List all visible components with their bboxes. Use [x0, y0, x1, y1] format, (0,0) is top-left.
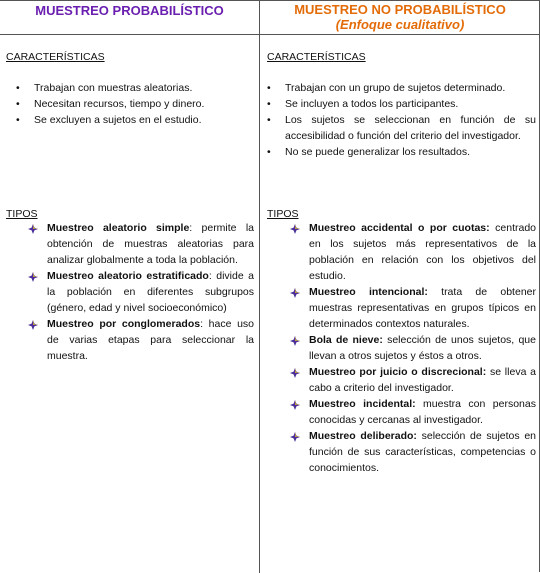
- non-probabilistic-title: [260, 2, 540, 32]
- bullet-icon: •: [16, 98, 20, 110]
- bullet-icon: •: [16, 114, 20, 126]
- probabilistic-types-label: TIPOS: [6, 208, 38, 220]
- bullet-icon: •: [267, 98, 271, 110]
- non-probabilistic-types-label: TIPOS: [267, 208, 299, 220]
- list-item: Muestreo incidental: muestra con personas conocidas y cercanas al investigador.: [285, 396, 536, 428]
- list-item: Muestreo intencional: trata de obtener muestras representativas en grupos típicos en determinados contextos naturales.: [285, 284, 536, 332]
- probabilistic-characteristics-label: CARACTERÍSTICAS: [6, 51, 105, 63]
- pointer-arrow-icon: [289, 287, 301, 299]
- non-probabilistic-characteristics-list: [267, 80, 536, 160]
- list-item: • Trabajan con un grupo de sujetos determinado.: [267, 82, 506, 94]
- list-item: Muestreo aleatorio estratificado: divide a la población en diferentes subgrupos (género, edad y nivel socioeconómico): [23, 268, 254, 316]
- pointer-arrow-icon: [27, 319, 39, 331]
- list-item: Bola de nieve: selección de unos sujetos, que llevan a otros sujetos y éstos a otros.: [285, 332, 536, 364]
- list-item: • Trabajan con muestras aleatorias.: [16, 82, 193, 94]
- list-item: Muestreo por conglomerados: hace uso de varias etapas para seleccionar la muestra.: [23, 316, 254, 364]
- header-divider: [0, 34, 540, 35]
- list-item: • Se excluyen a sujetos en el estudio.: [16, 114, 202, 126]
- pointer-arrow-icon: [289, 335, 301, 347]
- pointer-arrow-icon: [27, 271, 39, 283]
- bullet-icon: •: [16, 82, 20, 94]
- non-probabilistic-types-list: [285, 220, 536, 476]
- list-item: Muestreo deliberado: selección de sujetos en función de sus características, competencias o conocimientos.: [285, 428, 536, 476]
- non-probabilistic-title-text: MUESTREO NO PROBABILÍSTICO: [294, 2, 506, 17]
- bullet-icon: •: [267, 146, 271, 158]
- bullet-icon: •: [267, 82, 271, 94]
- pointer-arrow-icon: [289, 367, 301, 379]
- list-item: • Necesitan recursos, tiempo y dinero.: [16, 98, 205, 110]
- list-item: • No se puede generalizar los resultados.: [267, 146, 471, 158]
- list-item: Muestreo aleatorio simple: permite la obtención de muestras aleatorias para analizar globalmente a toda la población.: [23, 220, 254, 268]
- probabilistic-types-list: [23, 220, 254, 364]
- non-probabilistic-subtitle: (Enfoque cualitativo): [335, 17, 465, 32]
- pointer-arrow-icon: [27, 223, 39, 235]
- probabilistic-characteristics-list: [10, 80, 245, 128]
- list-item: • Se incluyen a todos los participantes.: [267, 98, 459, 110]
- list-item: Muestreo accidental o por cuotas: centrado en los sujetos más representativos de la población en relación con los objetivos del estudio.: [285, 220, 536, 284]
- pointer-arrow-icon: [289, 399, 301, 411]
- pointer-arrow-icon: [289, 223, 301, 235]
- list-item: • Los sujetos se seleccionan en función de su accesibilidad o función del criterio del investigador.: [267, 114, 536, 142]
- pointer-arrow-icon: [289, 431, 301, 443]
- probabilistic-title: MUESTREO PROBABILÍSTICO: [35, 3, 224, 18]
- bullet-icon: •: [267, 114, 271, 126]
- column-divider: [259, 0, 260, 573]
- non-probabilistic-characteristics-label: CARACTERÍSTICAS: [267, 51, 366, 63]
- list-item: Muestreo por juicio o discrecional: se lleva a cabo a criterio del investigador.: [285, 364, 536, 396]
